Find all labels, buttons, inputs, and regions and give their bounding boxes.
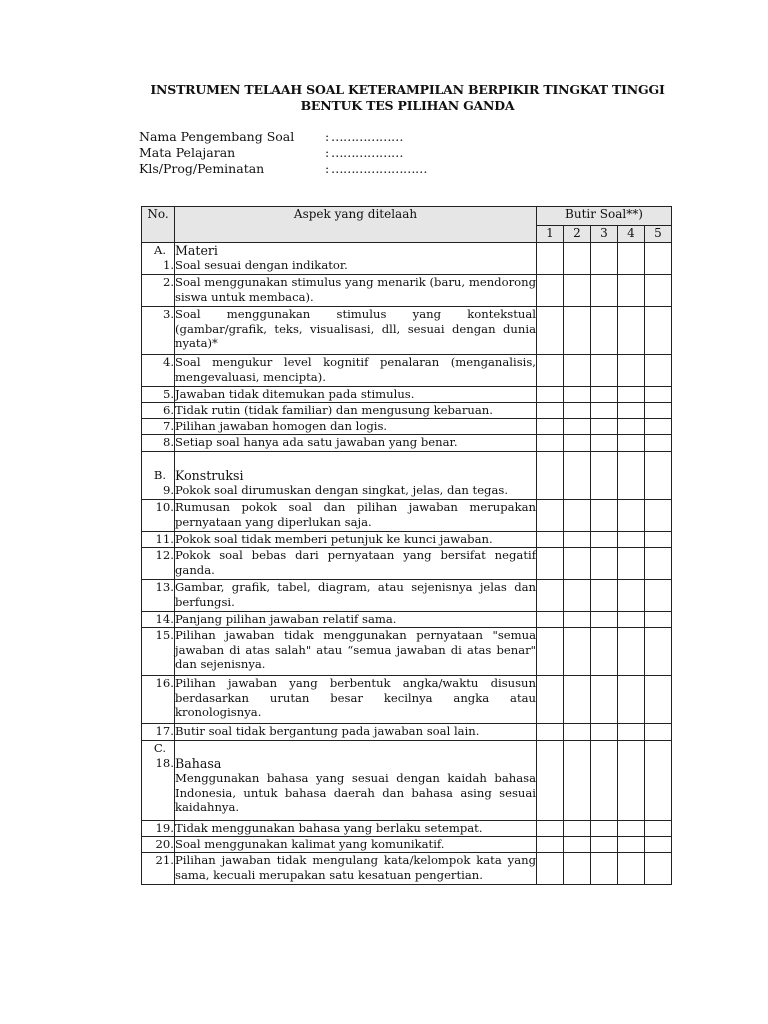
butir-number-header: 3 [591,226,618,243]
butir-check-cell[interactable] [645,612,672,628]
item-number-cell [142,628,175,676]
aspect-cell [175,500,537,532]
item-number: 13. [155,580,174,594]
butir-check-cell[interactable] [537,612,564,628]
item-number-cell [142,853,175,885]
table-body [142,243,672,885]
item-text: Pilihan jawaban tidak mengulang kata/kelompok kata yang sama, kecuali merupakan satu kesatuan pengertian. [175,853,536,882]
butir-check-cell[interactable] [618,612,645,628]
aspect-cell [175,275,537,307]
butir-check-cell[interactable] [618,837,645,853]
butir-check-cell[interactable] [591,612,618,628]
table-row [142,355,672,387]
butir-check-cell[interactable] [564,435,591,452]
meta-value: ……………… [331,145,403,160]
table-row [142,435,672,452]
spacer [142,452,174,468]
butir-check-cell[interactable] [564,307,591,355]
item-text: Rumusan pokok soal dan pilihan jawaban merupakan pernyataan yang diperlukan saja. [175,500,536,529]
butir-check-cell[interactable] [537,676,564,724]
meta-row-mapel [139,145,427,161]
butir-check-cell[interactable] [591,307,618,355]
butir-number-header: 2 [564,226,591,243]
item-number-cell [142,387,175,403]
butir-check-cell[interactable] [564,676,591,724]
table-row [142,628,672,676]
butir-check-cell[interactable] [618,676,645,724]
item-text: Soal sesuai dengan indikator. [175,258,348,272]
item-text: Soal menggunakan stimulus yang kontekstual (gambar/grafik, teks, visualisasi, dll, sesuai dengan dunia nyata)* [175,307,536,350]
meta-label: Mata Pelajaran [139,145,236,160]
butir-check-cell[interactable] [618,435,645,452]
item-text: Pokok soal dirumuskan dengan singkat, jelas, dan tegas. [175,483,509,497]
butir-check-cell[interactable] [591,532,618,548]
butir-check-cell[interactable] [564,452,591,500]
identity-fields [139,129,427,177]
butir-check-cell[interactable] [564,243,591,275]
butir-check-cell[interactable] [618,243,645,275]
butir-check-cell[interactable] [591,452,618,500]
item-number: 5. [162,387,174,401]
document-subtitle: BENTUK TES PILIHAN GANDA [300,98,515,113]
butir-check-cell[interactable] [591,580,618,612]
item-text: Soal menggunakan kalimat yang komunikatif. [175,837,445,851]
butir-check-cell[interactable] [564,612,591,628]
butir-check-cell[interactable] [537,275,564,307]
review-table [141,206,672,885]
item-text: Menggunakan bahasa yang sesuai dengan kaidah bahasa Indonesia, untuk bahasa daerah dan bahasa asing sesuai kaidahnya. [175,771,536,814]
butir-check-cell[interactable] [564,580,591,612]
butir-check-cell[interactable] [618,419,645,435]
item-number: 3. [162,307,174,321]
aspect-cell [175,821,537,837]
butir-check-cell[interactable] [645,387,672,403]
butir-number-header: 4 [618,226,645,243]
table-row [142,853,672,885]
item-number-cell [142,724,175,741]
butir-check-cell[interactable] [645,500,672,532]
spacer [175,741,536,756]
section-letter: A. [153,243,167,257]
aspect-cell [175,548,537,580]
item-number-cell [142,275,175,307]
item-number-cell [142,243,175,275]
item-number: 6. [162,403,174,417]
meta-row-pengembang [139,129,427,145]
butir-check-cell[interactable] [591,853,618,885]
butir-check-cell[interactable] [564,275,591,307]
butir-check-cell[interactable] [537,435,564,452]
item-number-cell [142,435,175,452]
butir-check-cell[interactable] [618,355,645,387]
butir-check-cell[interactable] [645,435,672,452]
item-text: Tidak menggunakan bahasa yang berlaku setempat. [175,821,483,835]
butir-check-cell[interactable] [564,387,591,403]
item-number: 11. [155,532,174,546]
aspect-cell [175,355,537,387]
item-number: 14. [155,612,174,626]
butir-check-cell[interactable] [591,628,618,676]
butir-check-cell[interactable] [618,548,645,580]
item-text: Soal menggunakan stimulus yang menarik (baru, mendorong siswa untuk membaca). [175,275,536,304]
butir-check-cell[interactable] [618,387,645,403]
butir-check-cell[interactable] [537,580,564,612]
aspect-cell [175,387,537,403]
butir-check-cell[interactable] [564,403,591,419]
butir-check-cell[interactable] [537,853,564,885]
butir-check-cell[interactable] [591,419,618,435]
butir-check-cell[interactable] [645,580,672,612]
item-number-cell [142,741,175,821]
meta-value: ……………… [331,129,403,144]
table-row [142,580,672,612]
table-row [142,612,672,628]
butir-number-header: 5 [645,226,672,243]
item-number-cell [142,419,175,435]
item-number-cell [142,307,175,355]
section-title: Materi [175,243,218,258]
item-number: 20. [155,837,174,851]
item-number-cell [142,676,175,724]
item-number-cell [142,532,175,548]
butir-check-cell[interactable] [645,821,672,837]
butir-check-cell[interactable] [591,355,618,387]
item-number-cell [142,403,175,419]
butir-check-cell[interactable] [591,435,618,452]
butir-check-cell[interactable] [591,243,618,275]
butir-check-cell[interactable] [591,724,618,741]
item-text: Setiap soal hanya ada satu jawaban yang benar. [175,435,458,449]
meta-label: Nama Pengembang Soal [139,129,295,144]
item-text: Tidak rutin (tidak familiar) dan mengusung kebaruan. [175,403,493,417]
butir-check-cell[interactable] [618,580,645,612]
spacer [175,452,536,468]
item-text: Pilihan jawaban yang berbentuk angka/waktu disusun berdasarkan urutan besar kecilnya angka atau kronologisnya. [175,676,536,719]
butir-check-cell[interactable] [645,853,672,885]
aspect-cell [175,532,537,548]
table-row [142,500,672,532]
section-letter: C. [153,741,167,755]
butir-check-cell[interactable] [645,243,672,275]
butir-check-cell[interactable] [618,307,645,355]
item-number: 12. [155,548,174,562]
butir-number-header: 1 [537,226,564,243]
butir-check-cell[interactable] [618,724,645,741]
item-number-cell [142,548,175,580]
aspect-cell [175,243,537,275]
aspect-cell [175,676,537,724]
butir-check-cell[interactable] [537,548,564,580]
column-header-no: No. [142,207,175,243]
butir-check-cell[interactable] [564,548,591,580]
item-text: Pilihan jawaban homogen dan logis. [175,419,388,433]
butir-check-cell[interactable] [537,741,564,821]
item-number: 9. [162,482,174,497]
table-row [142,307,672,355]
item-number: 7. [162,419,174,433]
table-row [142,419,672,435]
butir-check-cell[interactable] [645,275,672,307]
meta-separator: : [325,129,330,144]
table-row [142,452,672,500]
butir-check-cell[interactable] [645,403,672,419]
aspect-cell [175,452,537,500]
table-row [142,532,672,548]
table-row [142,243,672,275]
meta-label: Kls/Prog/Peminatan [139,161,265,176]
butir-check-cell[interactable] [564,837,591,853]
item-number: 19. [155,821,174,835]
item-text: Soal mengukur level kognitif penalaran (menganalisis, mengevaluasi, mencipta). [175,355,536,384]
table-row [142,724,672,741]
item-number: 8. [162,435,174,449]
butir-check-cell[interactable] [564,628,591,676]
butir-check-cell[interactable] [618,452,645,500]
butir-check-cell[interactable] [645,837,672,853]
butir-check-cell[interactable] [645,676,672,724]
item-number-cell [142,452,175,500]
butir-check-cell[interactable] [537,387,564,403]
item-number: 18. [155,755,174,770]
aspect-cell [175,307,537,355]
aspect-cell [175,435,537,452]
item-number-cell [142,580,175,612]
column-header-aspek: Aspek yang ditelaah [175,207,537,243]
meta-separator: : [325,145,330,160]
butir-check-cell[interactable] [591,403,618,419]
aspect-cell [175,403,537,419]
butir-check-cell[interactable] [591,500,618,532]
butir-check-cell[interactable] [564,724,591,741]
butir-check-cell[interactable] [591,741,618,821]
butir-check-cell[interactable] [645,532,672,548]
butir-check-cell[interactable] [564,741,591,821]
butir-check-cell[interactable] [618,628,645,676]
section-title: Bahasa [175,756,222,771]
aspect-cell [175,419,537,435]
item-text: Pokok soal tidak memberi petunjuk ke kunci jawaban. [175,532,493,546]
table-row [142,676,672,724]
butir-check-cell[interactable] [537,452,564,500]
item-text: Pilihan jawaban tidak menggunakan pernyataan "semua jawaban di atas salah" atau “semua jawaban di atas benar" dan sejenisnya. [175,628,536,671]
aspect-cell [175,741,537,821]
item-number-cell [142,837,175,853]
butir-check-cell[interactable] [618,403,645,419]
column-header-butir: Butir Soal**) [537,207,672,226]
butir-check-cell[interactable] [537,821,564,837]
butir-check-cell[interactable] [618,275,645,307]
butir-check-cell[interactable] [537,500,564,532]
item-text: Panjang pilihan jawaban relatif sama. [175,612,397,626]
document-title: INSTRUMEN TELAAH SOAL KETERAMPILAN BERPIKIR TINGKAT TINGGI [150,82,665,97]
aspect-cell [175,853,537,885]
aspect-cell [175,580,537,612]
aspect-cell [175,628,537,676]
butir-check-cell[interactable] [537,837,564,853]
butir-check-cell[interactable] [537,307,564,355]
item-text: Pokok soal bebas dari pernyataan yang bersifat negatif ganda. [175,548,536,577]
butir-check-cell[interactable] [618,741,645,821]
butir-check-cell[interactable] [564,500,591,532]
table-row [142,387,672,403]
meta-separator: : [325,161,330,176]
butir-check-cell[interactable] [591,548,618,580]
butir-check-cell[interactable] [645,355,672,387]
meta-row-kelas [139,161,427,177]
butir-check-cell[interactable] [537,628,564,676]
butir-check-cell[interactable] [564,853,591,885]
butir-check-cell[interactable] [537,419,564,435]
aspect-cell [175,837,537,853]
butir-check-cell[interactable] [564,355,591,387]
item-number-cell [142,355,175,387]
item-text: Butir soal tidak bergantung pada jawaban soal lain. [175,724,480,738]
butir-check-cell[interactable] [537,532,564,548]
butir-check-cell[interactable] [645,741,672,821]
butir-check-cell[interactable] [564,532,591,548]
table-row [142,837,672,853]
butir-check-cell[interactable] [645,628,672,676]
butir-check-cell[interactable] [591,676,618,724]
butir-check-cell[interactable] [645,419,672,435]
table-row [142,403,672,419]
aspect-cell [175,612,537,628]
item-number: 2. [162,275,174,289]
item-number: 1. [162,257,174,272]
butir-check-cell[interactable] [564,821,591,837]
item-number: 10. [155,500,174,514]
item-number-cell [142,500,175,532]
butir-check-cell[interactable] [537,724,564,741]
item-number: 4. [162,355,174,369]
item-number: 21. [155,853,174,867]
item-number: 15. [155,628,174,642]
aspect-cell [175,724,537,741]
item-number: 17. [155,724,174,738]
butir-check-cell[interactable] [645,307,672,355]
section-title: Konstruksi [175,468,244,483]
butir-check-cell[interactable] [645,452,672,500]
item-number: 16. [155,676,174,690]
butir-check-cell[interactable] [618,532,645,548]
butir-check-cell[interactable] [591,275,618,307]
table-row [142,821,672,837]
butir-check-cell[interactable] [618,821,645,837]
butir-check-cell[interactable] [537,243,564,275]
butir-check-cell[interactable] [645,548,672,580]
item-text: Gambar, grafik, tabel, diagram, atau sejenisnya jelas dan berfungsi. [175,580,536,609]
meta-value: …………………… [331,161,427,176]
section-letter: B. [153,468,167,482]
butir-check-cell[interactable] [618,500,645,532]
item-number-cell [142,821,175,837]
table-row [142,275,672,307]
butir-check-cell[interactable] [618,853,645,885]
item-text: Jawaban tidak ditemukan pada stimulus. [175,387,415,401]
butir-check-cell[interactable] [537,355,564,387]
butir-check-cell[interactable] [591,837,618,853]
butir-check-cell[interactable] [564,419,591,435]
item-number-cell [142,612,175,628]
butir-check-cell[interactable] [591,387,618,403]
table-row [142,548,672,580]
butir-check-cell[interactable] [537,403,564,419]
table-row [142,741,672,821]
butir-check-cell[interactable] [645,724,672,741]
butir-check-cell[interactable] [591,821,618,837]
